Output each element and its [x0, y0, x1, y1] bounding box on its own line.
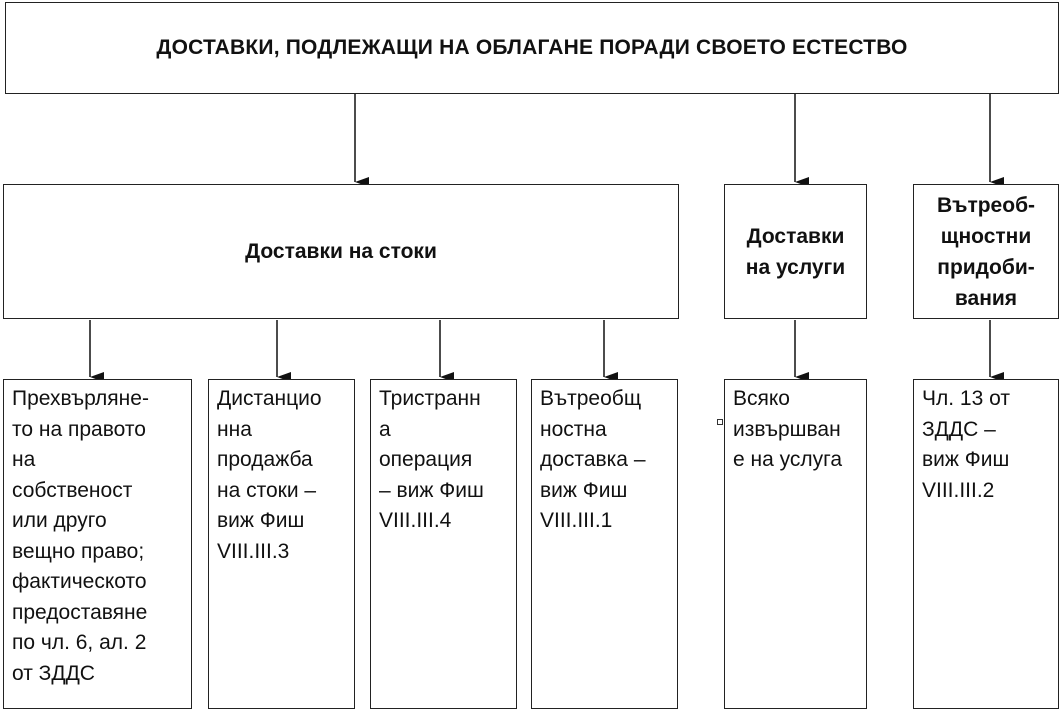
leaf-any-service: Всяко извършван е на услуга [724, 379, 867, 709]
leaf-triangular-operation: Тристранн а операция – виж Фиш VIII.III.4 [370, 379, 517, 709]
leaf-article-13: Чл. 13 от ЗДДС – виж Фиш VIII.III.2 [913, 379, 1059, 709]
category-intra-community-acquisitions: Вътреоб- щностни придоби- вания [913, 184, 1059, 319]
category-goods: Доставки на стоки [3, 184, 679, 319]
leaf-distance-selling: Дистанцио нна продажба на стоки – виж Фиш VIII.III.3 [208, 379, 355, 709]
diagram-title: ДОСТАВКИ, ПОДЛЕЖАЩИ НА ОБЛАГАНЕ ПОРАДИ СВОЕТО ЕСТЕСТВО [5, 2, 1059, 94]
leaf-intra-community-supply: Вътреобщ ностна доставка – виж Фиш VIII.III.1 [531, 379, 678, 709]
selection-handle [717, 419, 723, 425]
leaf-transfer-of-ownership: Прехвърляне- то на правото на собственост или друго вещно право; фактическото предоставяне по чл. 6, ал. 2 от ЗДДС [3, 379, 192, 709]
category-services: Доставки на услуги [724, 184, 867, 319]
